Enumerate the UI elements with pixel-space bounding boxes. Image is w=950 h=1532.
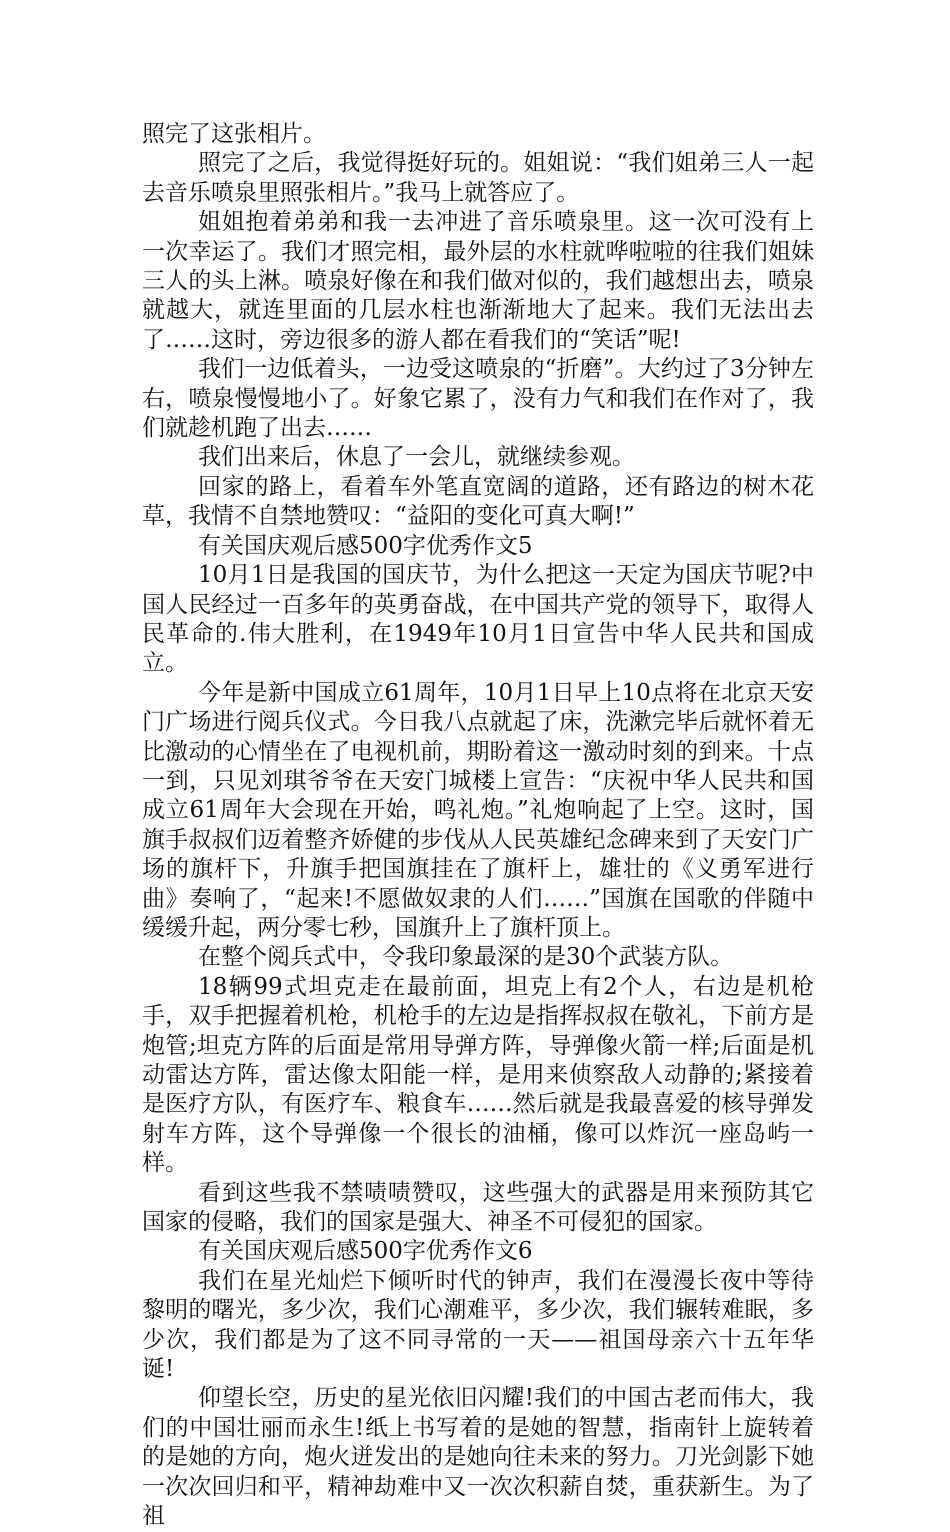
paragraph-10: 18辆99式坦克走在最前面，坦克上有2个人，右边是机枪手，双手把握着机枪，机枪手的左边是指挥叔叔在敬礼，下前方是炮管;坦克方阵的后面是常用导弹方阵，导弹像火箭一样;后面是机动雷达方阵，雷达像太阳能一样，是用来侦察敌人动静的;紧接着是医疗方队，有医疗车、粮食车……然后就是我最喜爱的核导弹发射车方阵，这个导弹像一个很长的油桶，像可以炸沉一座岛屿一样。 bbox=[142, 973, 814, 1177]
paragraph-4: 我们一边低着头，一边受这喷泉的“折磨”。大约过了3分钟左右，喷泉慢慢地小了。好象它累了，没有力气和我们在作对了，我们就趁机跑了出去…… bbox=[142, 356, 814, 442]
paragraph-6: 回家的路上，看着车外笔直宽阔的道路，还有路边的树木花草，我情不自禁地赞叹：“益阳的变化可真大啊!” bbox=[142, 473, 814, 530]
paragraph-7: 10月1日是我国的国庆节，为什么把这一天定为国庆节呢?中国人民经过一百多年的英勇奋战，在中国共产党的领导下，取得人民革命的.伟大胜利，在1949年10月1日宣告中华人民共和国成立。 bbox=[142, 562, 814, 677]
document-page bbox=[142, 120, 814, 1532]
paragraph-1: 照完了这张相片。 bbox=[142, 121, 326, 147]
paragraph-2: 照完了之后，我觉得挺好玩的。姐姐说：“我们姐弟三人一起去音乐喷泉里照张相片。”我马上就答应了。 bbox=[142, 150, 814, 206]
section-heading-5: 有关国庆观后感500字优秀作文5 bbox=[198, 532, 533, 559]
paragraph-3: 姐姐抱着弟弟和我一去冲进了音乐喷泉里。这一次可没有上一次幸运了。我们才照完相，最外层的水柱就哗啦啦的往我们姐妹三人的头上淋。喷泉好像在和我们做对似的，我们越想出去，喷泉就越大，就连里面的几层水柱也渐渐地大了起来。我们无法出去了……这时，旁边很多的游人都在看我们的“笑话”呢! bbox=[142, 209, 814, 353]
paragraph-13: 仰望长空，历史的星光依旧闪耀!我们的中国古老而伟大，我们的中国壮丽而永生!纸上书写着的是她的智慧，指南针上旋转着的是她的方向，炮火迸发出的是她向往未来的努力。刀光剑影下她一次次回归和平，精神劫难中又一次次积薪自焚，重获新生。为了祖 bbox=[142, 1385, 814, 1530]
section-heading-6: 有关国庆观后感500字优秀作文6 bbox=[198, 1238, 533, 1265]
paragraph-11: 看到这些我不禁啧啧赞叹，这些强大的武器是用来预防其它国家的侵略，我们的国家是强大、神圣不可侵犯的国家。 bbox=[142, 1179, 814, 1236]
paragraph-12: 我们在星光灿烂下倾听时代的钟声，我们在漫漫长夜中等待黎明的曙光，多少次，我们心潮难平，多少次，我们辗转难眠，多少次，我们都是为了这不同寻常的一天——祖国母亲六十五年华诞! bbox=[142, 1267, 814, 1383]
paragraph-8: 今年是新中国成立61周年，10月1日早上10点将在北京天安门广场进行阅兵仪式。今日我八点就起了床，洗漱完毕后就怀着无比激动的心情坐在了电视机前，期盼着这一激动时刻的到来。十点一到，只见刘琪爷爷在天安门城楼上宣告：“庆祝中华人民共和国成立61周年大会现在开始，鸣礼炮。”礼炮响起了上空。这时，国旗手叔叔们迈着整齐娇健的步伐从人民英雄纪念碑来到了天安门广场的旗杆下，升旗手把国旗挂在了旗杆上，雄壮的《义勇军进行曲》奏响了，“起来!不愿做奴隶的人们……”国旗在国歌的伴随中缓缓升起，两分零七秒，国旗升上了旗杆顶上。 bbox=[142, 679, 814, 941]
paragraph-9: 在整个阅兵式中，令我印象最深的是30个武装方队。 bbox=[198, 944, 734, 971]
paragraph-5: 我们出来后，休息了一会儿，就继续参观。 bbox=[198, 444, 635, 471]
